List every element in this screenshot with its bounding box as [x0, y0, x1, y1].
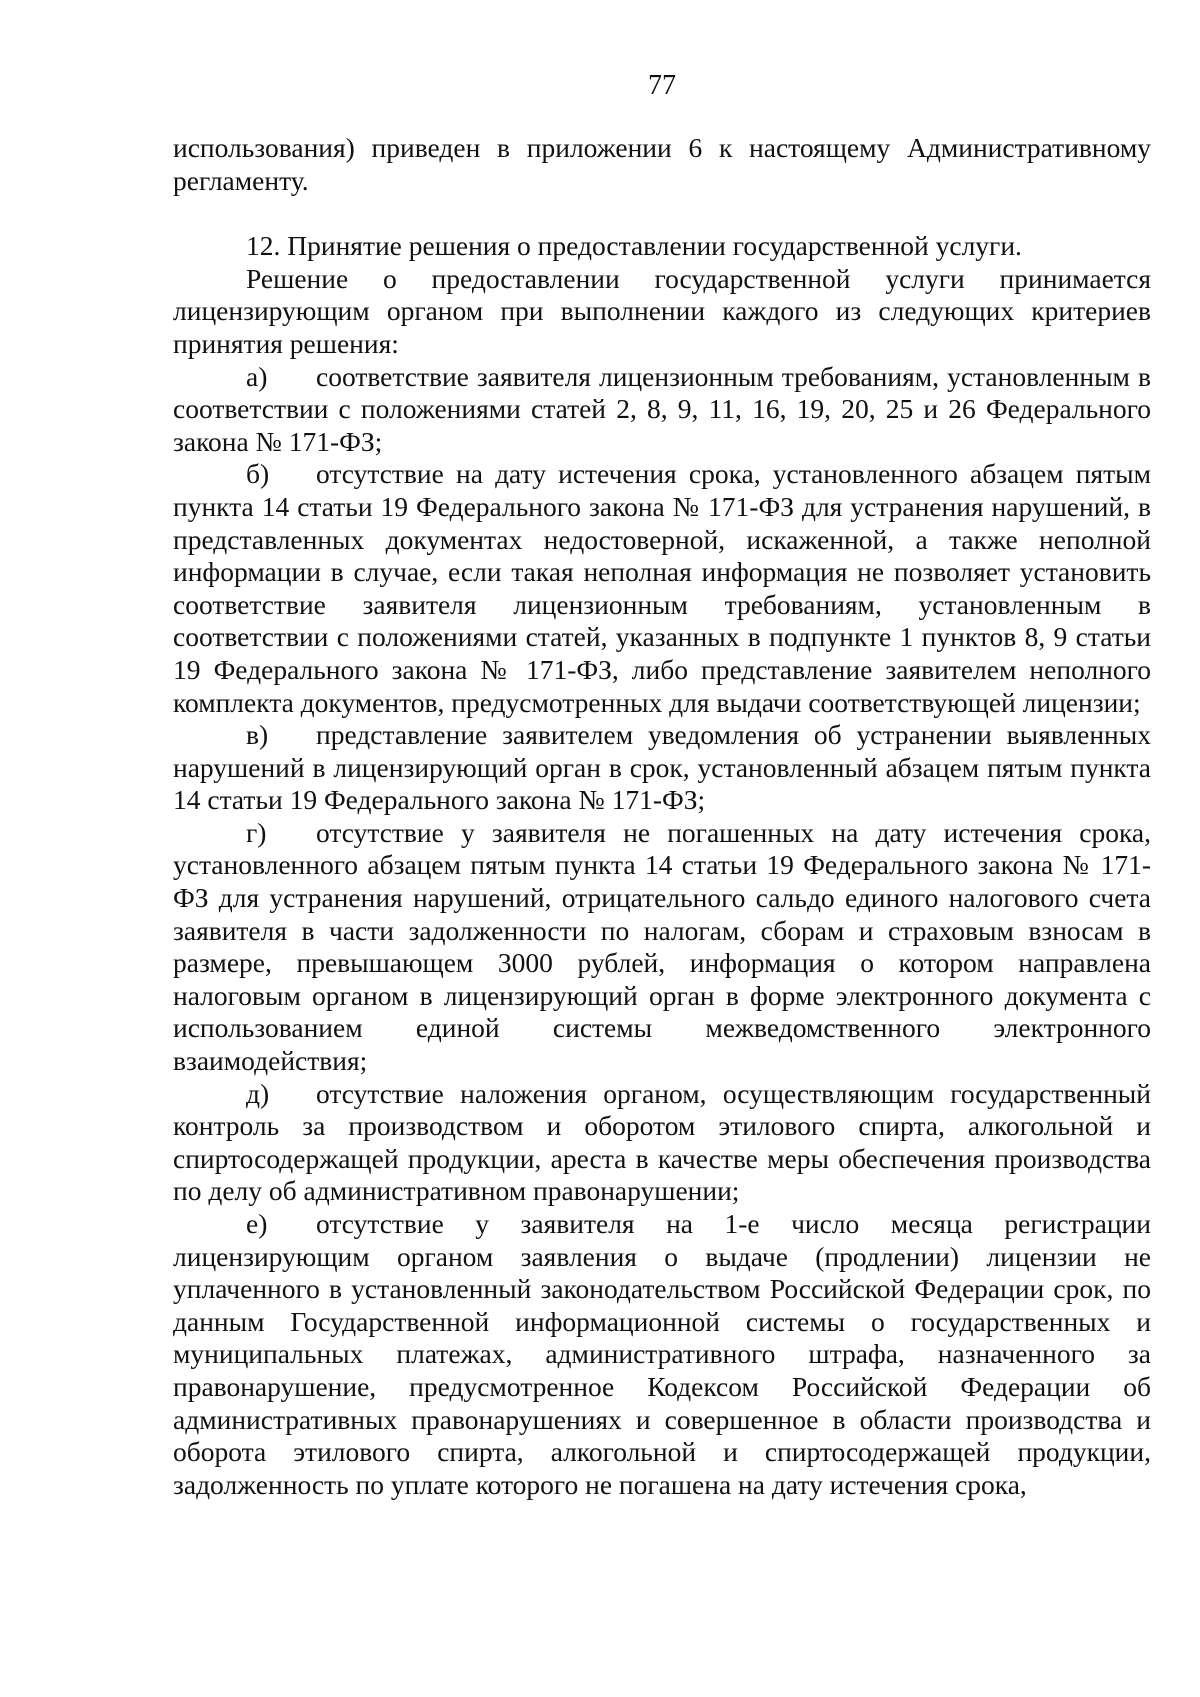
list-item-text: представление заявителем уведомления об устранении выявленных нарушений в лицензирующий орган в срок, установленный абзацем пятым пункта 14 статьи 19 Федерального закона № 171-ФЗ; — [173, 719, 1151, 816]
list-marker: д) — [246, 1077, 270, 1109]
document-body — [173, 132, 1151, 1501]
list-item-text: отсутствие на дату истечения срока, установленного абзацем пятым пункта 14 статьи 19 Федерального закона № 171-ФЗ для устранения нарушений, в представленных документах недостоверной, искаженной, а также неполной информации в случае, если такая неполная информация не позволяет установить соответствие заявителя лицензионным требованиям, установленным в соответствии с положениями статей, указанных в подпункте 1 пунктов 8, 9 статьи 19 Федерального закона № 171-ФЗ, либо представление заявителем неполного комплекта документов, предусмотренных для выдачи соответствующей лицензии; — [173, 458, 1151, 718]
list-marker: а) — [246, 360, 268, 392]
list-item-a — [173, 361, 1151, 459]
list-item-e — [173, 1208, 1151, 1501]
list-marker: г) — [246, 816, 267, 848]
page-number: 77 — [648, 70, 676, 101]
list-item-b — [173, 458, 1151, 719]
paragraph-intro: Решение о предоставлении государственной услуги принимается лицензирующим органом при выполнении каждого из следующих критериев принятия решения: — [173, 262, 1151, 359]
list-item-v — [173, 719, 1151, 817]
paragraph-gap — [173, 197, 1151, 230]
list-item-text: отсутствие наложения органом, осуществляющим государственный контроль за производством и оборотом этилового спирта, алкогольной и спиртосодержащей продукции, ареста в качестве меры обеспечения производства по делу об административном правонарушении; — [173, 1077, 1151, 1207]
list-marker: в) — [246, 719, 269, 751]
list-item-text: отсутствие у заявителя на 1-е число месяца регистрации лицензирующим органом заявления о выдаче (продлении) лицензии не уплаченного в установленный законодательством Российской Федерации срок, по данным Государственной информационной системы о государственных и муниципальных платежах, административного штрафа, назначенного за правонарушение, предусмотренное Кодексом Российской Федерации об административных правонарушениях и совершенное в области производства и оборота этилового спирта, алкогольной и спиртосодержащей продукции, задолженность по уплате которого не погашена на дату истечения срока, — [173, 1208, 1151, 1500]
list-item-d — [173, 1078, 1151, 1208]
list-marker: е) — [246, 1208, 268, 1239]
list-item-text: отсутствие у заявителя не погашенных на дату истечения срока, установленного абзацем пятым пункта 14 статьи 19 Федерального закона № 171-ФЗ для устранения нарушений, отрицательного сальдо единого налогового счета заявителя в части задолженности по налогам, сборам и страховым взносам в размере, превышающем 3000 рублей, информация о котором направлена налоговым органом в лицензирующий орган в форме электронного документа с использованием единой системы межведомственного электронного взаимодействия; — [173, 816, 1151, 1077]
paragraph-continuation: использования) приведен в приложении 6 к настоящему Административному регламенту. — [173, 132, 1151, 196]
section-heading: 12. Принятие решения о предоставлении государственной услуги. — [246, 230, 1022, 262]
list-item-text: соответствие заявителя лицензионным требованиям, установленным в соответствии с положениями статей 2, 8, 9, 11, 16, 19, 20, 25 и 26 Федерального закона № 171-ФЗ; — [173, 360, 1151, 457]
list-marker: б) — [246, 458, 270, 490]
list-item-g — [173, 817, 1151, 1078]
